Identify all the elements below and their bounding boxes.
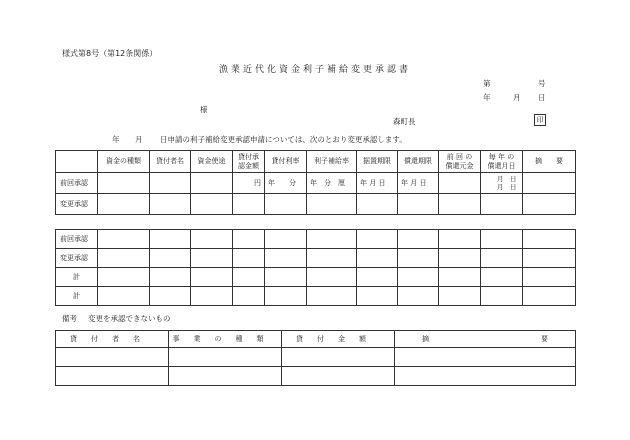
table-cell[interactable] <box>357 230 398 249</box>
header-cell: 貸付利率 <box>265 151 307 173</box>
table-cell[interactable]: 年 分 <box>265 173 307 194</box>
table-header-row <box>56 331 576 348</box>
header-cell: 事業の種類 <box>169 331 282 348</box>
table-cell[interactable] <box>523 194 576 215</box>
table-cell[interactable] <box>191 173 233 194</box>
table-cell[interactable] <box>98 287 150 306</box>
table-cell[interactable] <box>398 230 439 249</box>
table-cell[interactable] <box>398 268 439 287</box>
table-cell[interactable] <box>98 230 150 249</box>
row-label: 変更承認 <box>56 249 98 268</box>
number-go: 号 <box>538 79 546 88</box>
header-cell: 摘 要 <box>395 331 576 348</box>
table-cell[interactable] <box>233 230 265 249</box>
table-cell[interactable]: 年 分 厘 <box>307 173 357 194</box>
table-cell[interactable] <box>307 194 357 215</box>
intro-year: 年 <box>112 135 120 144</box>
row-label: 計 <box>56 268 98 287</box>
table-cell[interactable] <box>481 268 523 287</box>
table-row <box>56 367 576 386</box>
date-month: 月 <box>513 93 521 102</box>
table-cell[interactable] <box>150 249 191 268</box>
table-cell[interactable] <box>439 194 481 215</box>
table-cell[interactable] <box>265 287 307 306</box>
rejection-table <box>55 330 576 386</box>
table-cell[interactable] <box>233 287 265 306</box>
document-title: 漁業近代化資金利子補給変更承認書 <box>218 65 411 75</box>
table-cell[interactable] <box>523 268 576 287</box>
row-label: 変更承認 <box>56 194 98 215</box>
row-label: 前回承認 <box>56 230 98 249</box>
table-cell[interactable] <box>191 249 233 268</box>
table-cell[interactable] <box>439 249 481 268</box>
table-cell[interactable] <box>398 249 439 268</box>
table-cell[interactable] <box>481 287 523 306</box>
note-text: 変更を承認できないもの <box>88 314 171 323</box>
form-number: 様式第8号（第12条関係） <box>62 49 158 58</box>
intro-text: 日申請の利子補給変更承認申請については、次のとおり変更承認します。 <box>160 135 407 144</box>
table-cell[interactable] <box>357 287 398 306</box>
table-row <box>56 287 576 306</box>
table-cell[interactable]: 円 <box>233 173 265 194</box>
approval-table <box>55 150 576 215</box>
table-cell[interactable] <box>265 268 307 287</box>
issuer-name: 森町長 <box>393 117 416 126</box>
table-cell[interactable] <box>523 249 576 268</box>
table-cell[interactable] <box>481 249 523 268</box>
header-cell: 利子補給率 <box>307 151 357 173</box>
table-cell[interactable]: 年 月 日 <box>357 173 398 194</box>
table-cell[interactable] <box>98 194 150 215</box>
table-cell[interactable] <box>191 287 233 306</box>
table-cell[interactable] <box>523 230 576 249</box>
header-cell: 資金の種類 <box>98 151 150 173</box>
addressee-suffix: 様 <box>200 105 208 114</box>
table-row <box>56 249 576 268</box>
header-cell: 貸付者名 <box>150 151 191 173</box>
table-cell[interactable] <box>523 287 576 306</box>
table-cell[interactable] <box>357 268 398 287</box>
table-cell[interactable] <box>395 367 576 386</box>
table-cell[interactable] <box>395 348 576 367</box>
header-cell: 摘 要 <box>523 151 576 173</box>
header-cell: 毎 年 の 償還月日 <box>481 151 523 173</box>
date-day: 日 <box>538 93 546 102</box>
header-cell: 資金使途 <box>191 151 233 173</box>
totals-table <box>55 229 576 306</box>
header-cell: 据置期限 <box>357 151 398 173</box>
number-dai: 第 <box>483 79 491 88</box>
table-cell[interactable] <box>307 249 357 268</box>
table-cell[interactable] <box>439 287 481 306</box>
table-cell[interactable] <box>265 230 307 249</box>
table-header-row <box>56 151 576 173</box>
table-cell[interactable] <box>150 287 191 306</box>
table-cell[interactable] <box>398 194 439 215</box>
intro-month: 月 <box>135 135 143 144</box>
table-cell[interactable] <box>307 287 357 306</box>
table-cell[interactable] <box>357 194 398 215</box>
table-cell[interactable] <box>439 268 481 287</box>
table-cell[interactable] <box>150 268 191 287</box>
table-cell[interactable] <box>56 348 169 367</box>
table-cell[interactable] <box>439 173 481 194</box>
table-cell[interactable] <box>233 249 265 268</box>
table-row <box>56 230 576 249</box>
table-cell[interactable] <box>481 194 523 215</box>
table-cell[interactable] <box>191 268 233 287</box>
table-cell[interactable] <box>150 230 191 249</box>
table-cell[interactable] <box>169 367 282 386</box>
table-cell[interactable] <box>282 348 395 367</box>
header-cell <box>56 151 98 173</box>
date-year: 年 <box>483 93 491 102</box>
table-cell[interactable] <box>56 367 169 386</box>
table-cell[interactable] <box>191 230 233 249</box>
table-cell[interactable] <box>265 194 307 215</box>
table-cell[interactable] <box>98 249 150 268</box>
header-cell: 償還期限 <box>398 151 439 173</box>
table-cell[interactable] <box>233 194 265 215</box>
table-row <box>56 173 576 194</box>
table-row <box>56 348 576 367</box>
table-row <box>56 268 576 287</box>
table-cell[interactable] <box>98 173 150 194</box>
table-cell[interactable] <box>265 249 307 268</box>
table-cell[interactable] <box>307 230 357 249</box>
table-cell[interactable] <box>150 194 191 215</box>
row-label: 前回承認 <box>56 173 98 194</box>
table-cell[interactable] <box>169 348 282 367</box>
table-cell[interactable] <box>282 367 395 386</box>
table-cell[interactable] <box>523 173 576 194</box>
table-cell[interactable] <box>481 230 523 249</box>
table-cell[interactable] <box>150 173 191 194</box>
header-cell: 貸付金額 <box>282 331 395 348</box>
table-cell[interactable] <box>233 268 265 287</box>
header-cell: 貸付者名 <box>56 331 169 348</box>
note-label: 備考 <box>62 314 77 323</box>
header-cell: 前 回 の 償還元金 <box>439 151 481 173</box>
header-cell: 貸付承 認金額 <box>233 151 265 173</box>
table-cell[interactable] <box>191 194 233 215</box>
table-cell[interactable]: 月 日 月 日 <box>481 173 523 194</box>
table-cell[interactable]: 年 月 日 <box>398 173 439 194</box>
seal-mark: 印 <box>534 114 546 126</box>
table-cell[interactable] <box>357 249 398 268</box>
table-cell[interactable] <box>439 230 481 249</box>
table-row <box>56 194 576 215</box>
table-cell[interactable] <box>98 268 150 287</box>
table-cell[interactable] <box>398 287 439 306</box>
row-label: 計 <box>56 287 98 306</box>
table-cell[interactable] <box>307 268 357 287</box>
